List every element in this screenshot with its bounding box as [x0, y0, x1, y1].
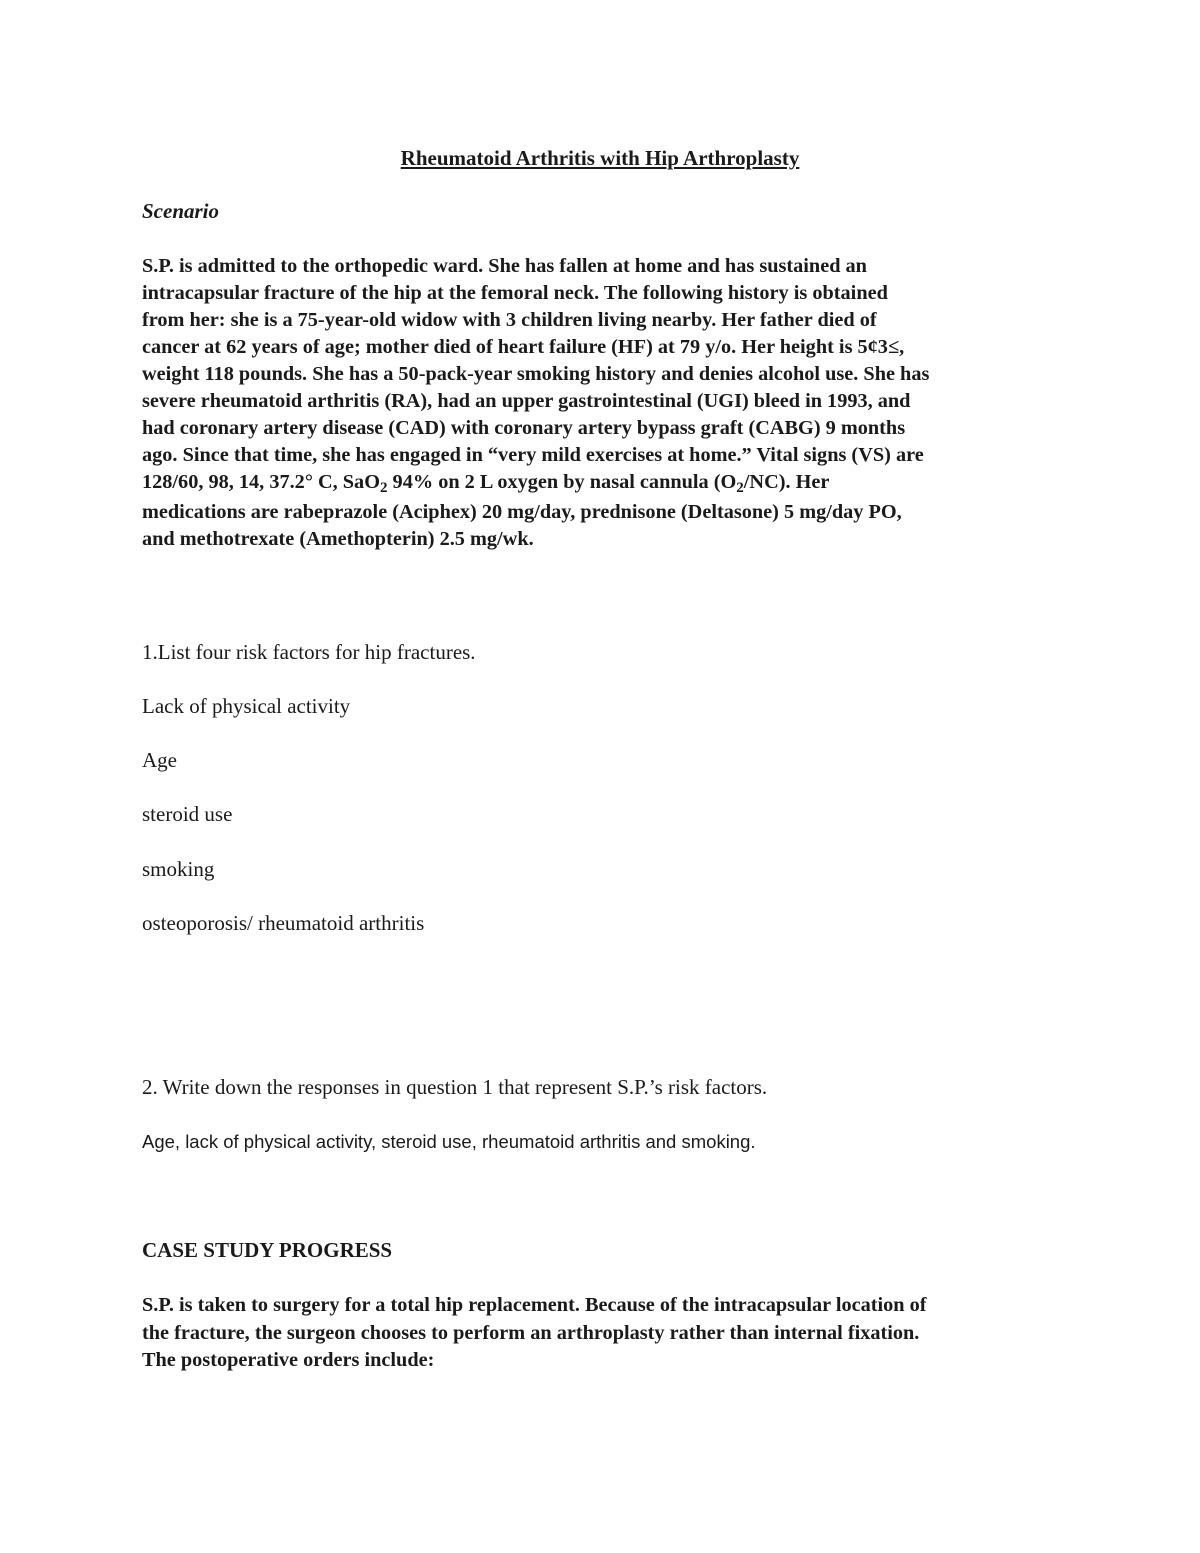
scenario-line: cancer at 62 years of age; mother died of heart failure (HF) at 79 y/o. Her height is 5¢3≤,: [142, 336, 905, 358]
document-title: Rheumatoid Arthritis with Hip Arthroplasty: [400, 146, 800, 170]
question-2-answer: Age, lack of physical activity, steroid use, rheumatoid arthritis and smoking.: [142, 1131, 756, 1152]
scenario-line: had coronary artery disease (CAD) with coronary artery bypass graft (CABG) 9 months: [142, 417, 906, 439]
progress-line: The postoperative orders include:: [142, 1349, 435, 1371]
subscript-2: 2: [379, 480, 388, 496]
question-1-answer: steroid use: [142, 802, 233, 826]
vitals-text: 128/60, 98, 14, 37.2° C, SaO: [142, 471, 380, 493]
scenario-heading: Scenario: [142, 199, 220, 223]
question-1-prompt: 1.List four risk factors for hip fractures.: [142, 640, 476, 664]
progress-paragraph: [142, 1292, 1082, 1375]
vitals-text: /NC). Her: [743, 471, 830, 493]
question-2-prompt: 2. Write down the responses in question 1 that represent S.P.’s risk factors.: [142, 1075, 768, 1099]
scenario-line: medications are rabeprazole (Aciphex) 20 mg/day, prednisone (Deltasone) 5 mg/day PO,: [142, 501, 902, 523]
question-1-answer: Lack of physical activity: [142, 694, 351, 718]
question-1-answer: Age: [142, 748, 177, 772]
vitals-line: [142, 469, 1072, 496]
scenario-line: from her: she is a 75-year-old widow with 3 children living nearby. Her father died of: [142, 309, 877, 331]
vitals-text: 94% on 2 L oxygen by nasal cannula (O: [387, 471, 737, 493]
scenario-line: severe rheumatoid arthritis (RA), had an upper gastrointestinal (UGI) bleed in 1993, and: [142, 390, 911, 412]
progress-line: S.P. is taken to surgery for a total hip replacement. Because of the intracapsular location of: [142, 1294, 927, 1316]
scenario-line: and methotrexate (Amethopterin) 2.5 mg/wk.: [142, 528, 534, 550]
scenario-line: weight 118 pounds. She has a 50-pack-year smoking history and denies alcohol use. She has: [142, 363, 930, 385]
progress-line: the fracture, the surgeon chooses to perform an arthroplasty rather than internal fixation.: [142, 1321, 920, 1344]
scenario-line: ago. Since that time, she has engaged in “very mild exercises at home.” Vital signs (VS) are: [142, 444, 924, 466]
scenario-line: intracapsular fracture of the hip at the femoral neck. The following history is obtained: [142, 282, 888, 304]
question-1-answer: osteoporosis/ rheumatoid arthritis: [142, 911, 425, 935]
progress-heading: CASE STUDY PROGRESS: [142, 1238, 393, 1262]
scenario-paragraph: [142, 253, 1072, 553]
question-1-answer: smoking: [142, 857, 215, 881]
subscript-2: 2: [736, 480, 744, 496]
scenario-line: S.P. is admitted to the orthopedic ward. She has fallen at home and has sustained an: [142, 255, 867, 277]
